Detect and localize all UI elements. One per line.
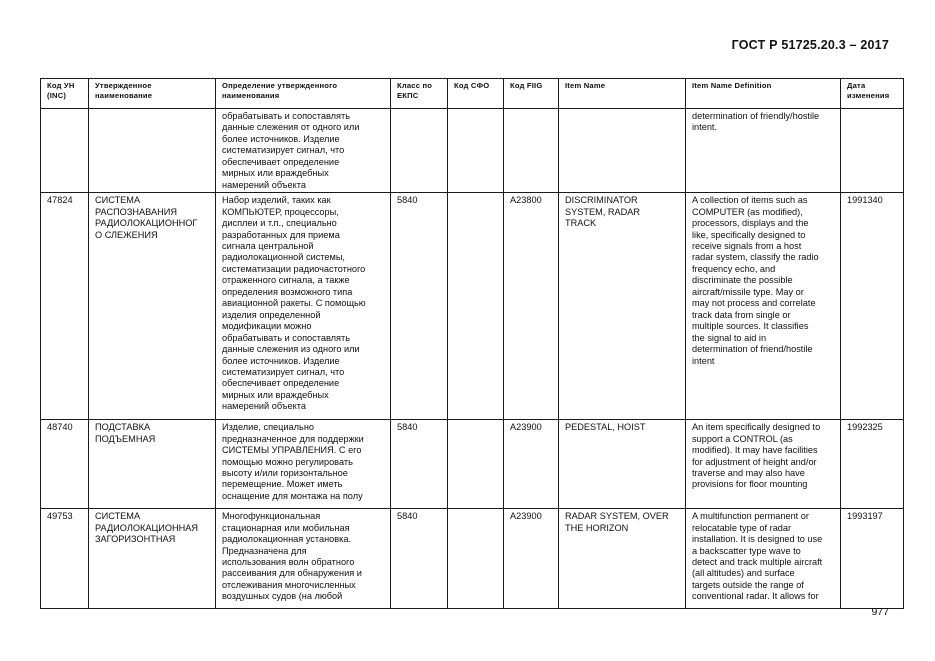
sfo-cell xyxy=(448,420,504,509)
text-line: conventional radar. It allows for xyxy=(692,591,819,602)
column-header-definition xyxy=(216,79,391,109)
text-line: SYSTEM, RADAR xyxy=(565,206,641,217)
text-line: отраженного сигнала, а также xyxy=(222,275,350,286)
text-line: радиолокационная установка. xyxy=(222,534,352,545)
item-name-cell xyxy=(559,109,686,193)
text-line: использования волн обратного xyxy=(222,556,355,567)
text-line: Класс по xyxy=(397,81,433,90)
change-date-cell xyxy=(841,420,904,509)
text-line: Определение утвержденного xyxy=(222,81,338,90)
item-name-cell xyxy=(559,420,686,509)
text-line: Изделие, специально xyxy=(222,422,314,433)
column-header-item-name-definition xyxy=(686,79,841,109)
text-line: предназначенное для поддержки xyxy=(222,433,364,444)
approved-name-cell xyxy=(89,109,216,193)
table-row xyxy=(41,420,904,509)
definition-cell xyxy=(216,509,391,609)
item-name-definition-cell xyxy=(686,109,841,193)
text-line: наименование xyxy=(95,91,153,100)
text-line: installation. It is designed to use xyxy=(692,534,823,545)
text-line: оснащение для монтажа на полу xyxy=(222,490,363,501)
text-line: track data from single or xyxy=(692,309,791,320)
text-line: СИСТЕМА xyxy=(95,195,141,206)
text-line: РАДИОЛОКАЦИОННАЯ xyxy=(95,522,199,533)
text-line: may not process and correlate xyxy=(692,298,816,309)
text-line: intent xyxy=(692,355,715,366)
inc-cell xyxy=(41,193,89,420)
text-line: О СЛЕЖЕНИЯ xyxy=(95,229,158,240)
page-number: 977 xyxy=(871,606,889,618)
text-line: данные слежения из одного или xyxy=(222,344,360,355)
text-line: радиолокационной системы, xyxy=(222,252,345,263)
text-line: ПОДСТАВКА xyxy=(95,422,151,433)
text-line: 1993197 xyxy=(847,511,883,522)
text-line: modified). It may have facilities xyxy=(692,445,818,456)
table-row xyxy=(41,193,904,420)
change-date-cell xyxy=(841,109,904,193)
text-line: Код СФО xyxy=(454,81,490,90)
text-line: An item specifically designed to xyxy=(692,422,821,433)
text-line: traverse and may also have xyxy=(692,467,805,478)
text-line: помощью можно регулировать xyxy=(222,456,353,467)
text-line: Набор изделий, таких как xyxy=(222,195,331,206)
text-line: РАСПОЗНАВАНИЯ xyxy=(95,206,177,217)
inc-cell xyxy=(41,109,89,193)
text-line: РАДИОЛОКАЦИОННОГ xyxy=(95,218,198,229)
text-line: a backscatter type wave to xyxy=(692,545,801,556)
class-cell xyxy=(391,509,448,609)
text-line: 5840 xyxy=(397,195,418,206)
text-line: перемещение. Может иметь xyxy=(222,479,343,490)
text-line: 1992325 xyxy=(847,422,883,433)
text-line: RADAR SYSTEM, OVER xyxy=(565,511,669,522)
text-line: detect and track multiple aircraft xyxy=(692,556,823,567)
text-line: intent. xyxy=(692,122,718,133)
text-line: мирных или враждебных xyxy=(222,168,329,179)
text-line: ПОДЪЕМНАЯ xyxy=(95,433,156,444)
sfo-cell xyxy=(448,193,504,420)
text-line: Многофункциональная xyxy=(222,511,321,522)
approved-name-cell xyxy=(89,193,216,420)
change-date-cell xyxy=(841,193,904,420)
fiig-cell xyxy=(504,420,559,509)
text-line: support a CONTROL (as xyxy=(692,433,793,444)
table-row xyxy=(41,109,904,193)
approved-name-cell xyxy=(89,420,216,509)
text-line: систематизации радиочастотного xyxy=(222,263,366,274)
text-line: разработанных для приема xyxy=(222,229,340,240)
text-line: A23900 xyxy=(510,511,542,522)
text-line: A23800 xyxy=(510,195,542,206)
text-line: Дата xyxy=(847,81,866,90)
text-line: targets outside the range of xyxy=(692,579,804,590)
text-line: multiple sources. It classifies xyxy=(692,321,809,332)
text-line: рассеивания для обнаружения и xyxy=(222,568,362,579)
column-header-item-name xyxy=(559,79,686,109)
table-header-row xyxy=(41,79,904,109)
text-line: Код FIIG xyxy=(510,81,543,90)
text-line: сигнала центральной xyxy=(222,240,314,251)
text-line: более источников. Изделие xyxy=(222,133,340,144)
text-line: A multifunction permanent or xyxy=(692,511,809,522)
text-line: 48740 xyxy=(47,422,73,433)
text-line: TRACK xyxy=(565,218,597,229)
text-line: frequency echo, and xyxy=(692,263,776,274)
fiig-cell xyxy=(504,193,559,420)
text-line: ЕКПС xyxy=(397,91,419,100)
definition-cell xyxy=(216,193,391,420)
column-header-approved-name xyxy=(89,79,216,109)
text-line: discriminate the possible xyxy=(692,275,793,286)
item-name-cell xyxy=(559,509,686,609)
text-line: COMPUTER (as modified), xyxy=(692,206,803,217)
definition-cell xyxy=(216,109,391,193)
approved-name-cell xyxy=(89,509,216,609)
text-line: обрабатывать и сопоставлять xyxy=(222,332,350,343)
sfo-cell xyxy=(448,109,504,193)
text-line: (INC) xyxy=(47,91,67,100)
text-line: 47824 xyxy=(47,195,73,206)
text-line: ЗАГОРИЗОНТНАЯ xyxy=(95,534,176,545)
text-line: Item Name Definition xyxy=(692,81,772,90)
text-line: модификации можно xyxy=(222,321,312,332)
text-line: изделия определенной xyxy=(222,309,321,320)
text-line: СИСТЕМА xyxy=(95,511,141,522)
text-line: Утвержденное xyxy=(95,81,152,90)
text-line: relocatable type of radar xyxy=(692,522,792,533)
text-line: отслеживания многочисленных xyxy=(222,579,356,590)
column-header-sfo xyxy=(448,79,504,109)
text-line: авиационной ракеты. С помощью xyxy=(222,298,366,309)
text-line: like, specifically designed to xyxy=(692,229,806,240)
text-line: 49753 xyxy=(47,511,73,522)
text-line: наименования xyxy=(222,91,280,100)
inc-cell xyxy=(41,420,89,509)
text-line: дисплеи и т.п., специально xyxy=(222,218,337,229)
text-line: A collection of items such as xyxy=(692,195,808,206)
column-header-class xyxy=(391,79,448,109)
text-line: 5840 xyxy=(397,511,418,522)
item-name-registry-table xyxy=(40,78,904,609)
text-line: намерений объекта xyxy=(222,179,306,190)
document-code: ГОСТ Р 51725.20.3 – 2017 xyxy=(731,38,889,52)
class-cell xyxy=(391,420,448,509)
class-cell xyxy=(391,193,448,420)
column-header-fiig xyxy=(504,79,559,109)
text-line: Предназначена для xyxy=(222,545,307,556)
item-name-definition-cell xyxy=(686,420,841,509)
definition-cell xyxy=(216,420,391,509)
text-line: систематизирует сигнал, что xyxy=(222,366,345,377)
inc-cell xyxy=(41,509,89,609)
text-line: намерений объекта xyxy=(222,401,306,412)
item-name-definition-cell xyxy=(686,509,841,609)
text-line: высоту и/или горизонтальное xyxy=(222,467,348,478)
text-line: более источников. Изделие xyxy=(222,355,340,366)
text-line: систематизирует сигнал, что xyxy=(222,145,345,156)
text-line: Код УН xyxy=(47,81,75,90)
item-name-definition-cell xyxy=(686,193,841,420)
text-line: КОМПЬЮТЕР, процессоры, xyxy=(222,206,339,217)
text-line: 1991340 xyxy=(847,195,883,206)
fiig-cell xyxy=(504,109,559,193)
column-header-inc xyxy=(41,79,89,109)
text-line: aircraft/missile type. May or xyxy=(692,286,804,297)
text-line: стационарная или мобильная xyxy=(222,522,350,533)
text-line: THE HORIZON xyxy=(565,522,629,533)
change-date-cell xyxy=(841,509,904,609)
text-line: определения возможного типа xyxy=(222,286,353,297)
text-line: A23900 xyxy=(510,422,542,433)
text-line: обеспечивает определение xyxy=(222,156,340,167)
text-line: PEDESTAL, HOIST xyxy=(565,422,646,433)
text-line: данные слежения от одного или xyxy=(222,122,360,133)
text-line: provisions for floor mounting xyxy=(692,479,808,490)
item-name-cell xyxy=(559,193,686,420)
text-line: Item Name xyxy=(565,81,606,90)
text-line: (all altitudes) and surface xyxy=(692,568,795,579)
text-line: the signal to aid in xyxy=(692,332,767,343)
text-line: обеспечивает определение xyxy=(222,378,340,389)
text-line: воздушных судов (на любой xyxy=(222,591,343,602)
text-line: мирных или враждебных xyxy=(222,389,329,400)
text-line: processors, displays and the xyxy=(692,218,809,229)
text-line: обрабатывать и сопоставлять xyxy=(222,111,350,121)
fiig-cell xyxy=(504,509,559,609)
text-line: 5840 xyxy=(397,422,418,433)
text-line: DISCRIMINATOR xyxy=(565,195,638,206)
text-line: radar system, classify the radio xyxy=(692,252,819,263)
table-row xyxy=(41,509,904,609)
text-line: determination of friendly/hostile xyxy=(692,111,820,121)
text-line: for adjustment of height and/or xyxy=(692,456,817,467)
text-line: СИСТЕМЫ УПРАВЛЕНИЯ. С его xyxy=(222,445,362,456)
text-line: receive signals from a host xyxy=(692,240,802,251)
class-cell xyxy=(391,109,448,193)
column-header-change-date xyxy=(841,79,904,109)
sfo-cell xyxy=(448,509,504,609)
text-line: determination of friend/hostile xyxy=(692,344,813,355)
text-line: изменения xyxy=(847,91,890,100)
